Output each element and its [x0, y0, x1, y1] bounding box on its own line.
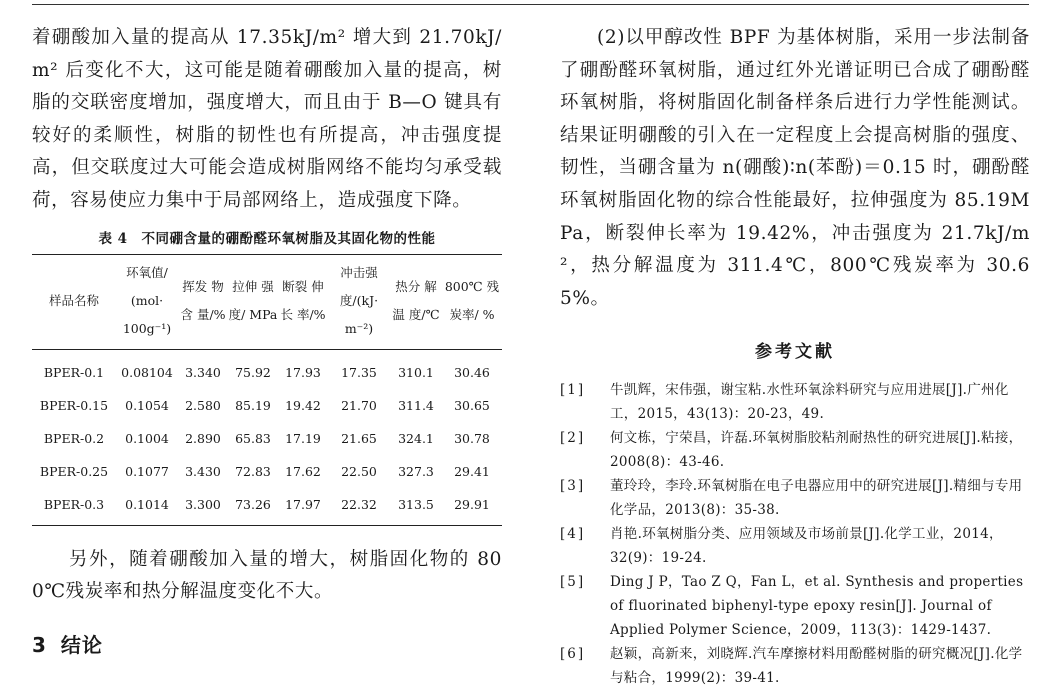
paragraph-conclusion-2: (2)以甲醇改性 BPF 为基体树脂，采用一步法制备了硼酚醛环氧树脂，通过红外光谱证明已合成了硼酚醛环氧树脂，将树脂固化制备样条后进行力学性能测试。结果证明硼酸的引入在一定程度上会提高树脂的强度、韧性，当硼含量为 n(硼酸)∶n(苯酚)＝0.15 时，硼酚醛环氧树脂固化物的综合性能最好，拉伸强度为 85.19MPa，断裂伸长率为 19.42%，冲击强度为 21.7kJ/m²，热分解温度为 311.4℃，800℃残炭率为 30.65%。 [560, 27, 1030, 309]
cell-decomposition: 310.1 [398, 364, 434, 380]
reference-number: [4] [560, 526, 586, 543]
cell-elongation: 19.42 [285, 397, 321, 413]
header-sample-name: 样品名称 [32, 254, 116, 349]
reference-text: 牛凯辉，宋伟强，谢宝粘.水性环氧涂料研究与应用进展[J].广州化工，2015，43(13)：20-23，49. [610, 382, 1009, 423]
cell-impact: 21.70 [341, 397, 377, 413]
header-volatile: 挥发 物含 量/% [178, 254, 228, 349]
header-impact: 冲击强 度/(kJ· m⁻²) [328, 254, 390, 349]
table-row [32, 455, 502, 488]
reference-number: [3] [560, 478, 586, 495]
cell-volatile: 2.890 [185, 430, 221, 446]
reference-list [560, 378, 1030, 690]
left-column [32, 22, 502, 658]
cell-decomposition: 324.1 [398, 430, 434, 446]
cell-char-yield: 29.91 [454, 496, 490, 512]
cell-tensile: 75.92 [235, 364, 271, 380]
table-caption: 表 4 不同硼含量的硼酚醛环氧树脂及其固化物的性能 [98, 230, 436, 247]
cell-elongation: 17.19 [285, 430, 321, 446]
reference-text: Ding J P，Tao Z Q，Fan L，et al. Synthesis and properties of fluorinated biphenyl-type epoxy resin[J]. Journal of Applied Polymer Science，2009，113(3)：1429-1437. [610, 574, 1024, 639]
paragraph-intro: 着硼酸加入量的提高从 17.35kJ/m² 增大到 21.70kJ/m² 后变化不大，这可能是随着硼酸加入量的提高，树脂的交联密度增加，强度增大，而且由于 B—O 键具有较好的柔顺性，树脂的韧性也有所提高，冲击强度提高，但交联度过大可能会造成树脂网络不能均匀承受载荷，容易使应力集中于局部网络上，造成强度下降。 [32, 27, 502, 211]
cell-decomposition: 327.3 [398, 463, 434, 479]
table-row [32, 488, 502, 526]
table-row [32, 389, 502, 422]
right-column [560, 22, 1030, 690]
cell-volatile: 3.430 [185, 463, 221, 479]
top-rule [32, 4, 1029, 5]
cell-sample: BPER-0.15 [39, 397, 109, 413]
section-title: 结论 [60, 632, 103, 657]
cell-sample: BPER-0.25 [39, 463, 109, 479]
cell-elongation: 17.97 [285, 496, 321, 512]
cell-elongation: 17.62 [285, 463, 321, 479]
cell-tensile: 85.19 [235, 397, 271, 413]
header-decomposition: 热分 解温 度/℃ [390, 254, 442, 349]
paragraph-char-yield: 另外，随着硼酸加入量的增大，树脂固化物的 800℃残炭率和热分解温度变化不大。 [32, 548, 502, 603]
cell-tensile: 73.26 [235, 496, 271, 512]
cell-tensile: 65.83 [235, 430, 271, 446]
reference-text: 赵颖，高新来，刘晓辉.汽车摩擦材料用酚醛树脂的研究概况[J].化学与粘合，1999(2)：39-41. [610, 646, 1023, 687]
cell-impact: 22.50 [341, 463, 377, 479]
cell-elongation: 17.93 [285, 364, 321, 380]
reference-text: 肖艳.环氧树脂分类、应用领域及市场前景[J].化学工业，2014，32(9)：19-24. [610, 526, 1003, 567]
header-elongation: 断裂 伸长 率/% [278, 254, 328, 349]
reference-number: [6] [560, 646, 586, 663]
cell-impact: 22.32 [341, 496, 377, 512]
reference-item [560, 642, 1030, 690]
table-row [32, 422, 502, 455]
cell-epoxy: 0.1077 [125, 463, 169, 479]
reference-number: [1] [560, 382, 586, 399]
cell-decomposition: 311.4 [398, 397, 434, 413]
cell-impact: 17.35 [341, 364, 377, 380]
cell-sample: BPER-0.2 [43, 430, 105, 446]
reference-item [560, 426, 1030, 474]
cell-epoxy: 0.1004 [125, 430, 169, 446]
reference-text: 何文栋，宁荣昌，许磊.环氧树脂胶粘剂耐热性的研究进展[J].粘接，2008(8)：43-46. [610, 430, 1023, 471]
properties-table [32, 254, 502, 526]
reference-text: 董玲玲，李玲.环氧树脂在电子电器应用中的研究进展[J].精细与专用化学品，2013(8)：35-38. [610, 478, 1023, 519]
cell-epoxy: 0.1054 [125, 397, 169, 413]
cell-volatile: 3.340 [185, 364, 221, 380]
reference-item [560, 474, 1030, 522]
header-epoxy-value: 环氧值/ (mol· 100g⁻¹) [116, 254, 178, 349]
cell-volatile: 2.580 [185, 397, 221, 413]
cell-tensile: 72.83 [235, 463, 271, 479]
header-tensile: 拉伸 强度/ MPa [228, 254, 278, 349]
cell-char-yield: 30.46 [454, 364, 490, 380]
cell-char-yield: 29.41 [454, 463, 490, 479]
reference-item [560, 570, 1030, 642]
header-char-yield: 800℃ 残炭率/ % [442, 254, 502, 349]
reference-number: [5] [560, 574, 586, 591]
cell-volatile: 3.300 [185, 496, 221, 512]
cell-sample: BPER-0.3 [43, 496, 105, 512]
table-row [32, 349, 502, 389]
cell-char-yield: 30.78 [454, 430, 490, 446]
cell-epoxy: 0.08104 [121, 364, 173, 380]
reference-number: [2] [560, 430, 586, 447]
cell-char-yield: 30.65 [454, 397, 490, 413]
section-number: 3 [32, 632, 47, 657]
section-heading-conclusion [32, 629, 502, 658]
cell-impact: 21.65 [341, 430, 377, 446]
cell-decomposition: 313.5 [398, 496, 434, 512]
references-heading: 参考文献 [755, 342, 835, 363]
reference-item [560, 378, 1030, 426]
cell-epoxy: 0.1014 [125, 496, 169, 512]
cell-sample: BPER-0.1 [43, 364, 105, 380]
reference-item [560, 522, 1030, 570]
table-header-row [32, 254, 502, 349]
